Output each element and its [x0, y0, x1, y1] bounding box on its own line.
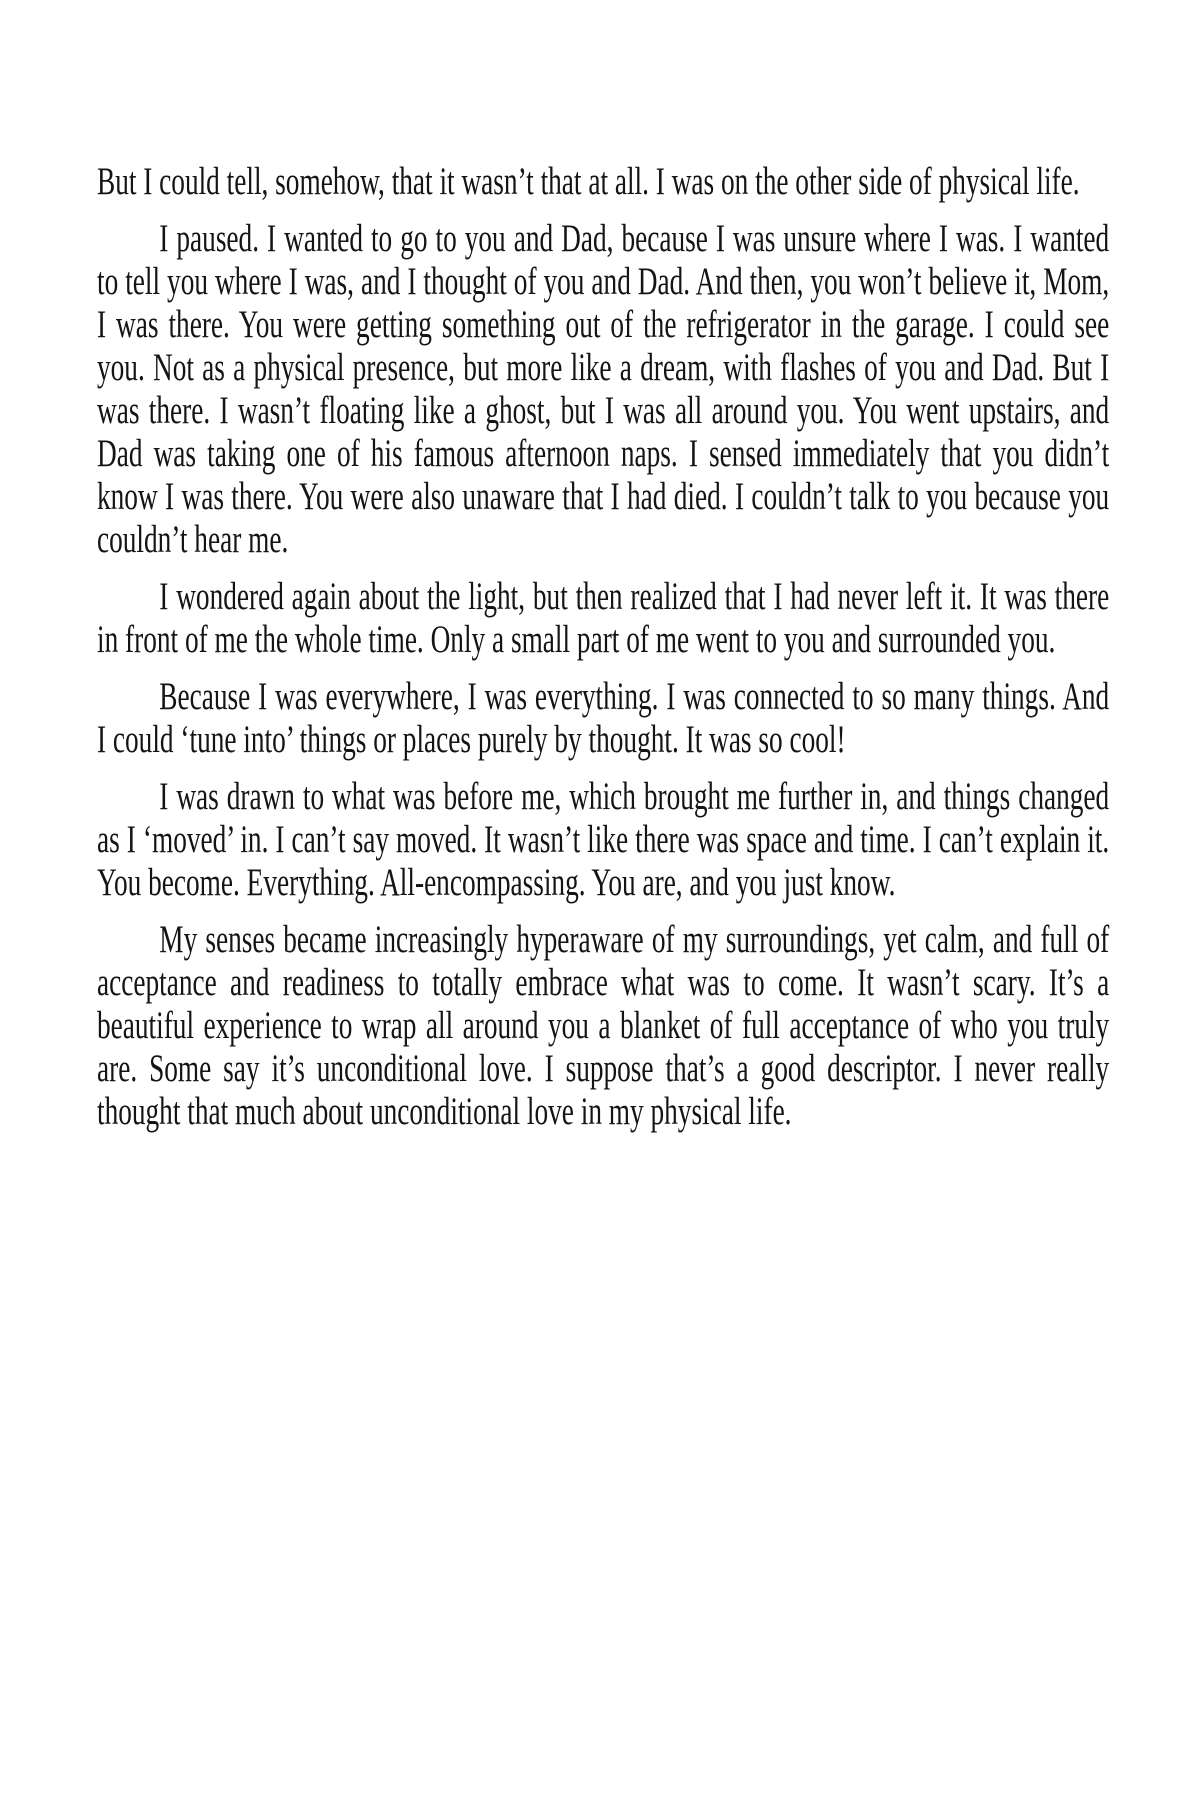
- page-text-block: [97, 160, 1109, 1147]
- paragraph-4: Because I was everywhere, I was everything. I was connected to so many things. And I could ‘tune into’ things or places purely by thought. It was so cool!: [97, 675, 1110, 761]
- paragraph-6: My senses became increasingly hyperaware of my surroundings, yet calm, and full of acceptance and readiness to totally embrace what was to come. It wasn’t scary. It’s a beautiful experience to wrap all around you a blanket of full acceptance of who you truly are. Some say it’s unconditional love. I suppose that’s a good descriptor. I never really thought that much about unconditional love in my physical life.: [97, 918, 1110, 1133]
- paragraph-2: I paused. I wanted to go to you and Dad, because I was unsure where I was. I wanted to tell you where I was, and I thought of you and Dad. And then, you won’t believe it, Mom, I was there. You were getting something out of the refrigerator in the garage. I could see you. Not as a physical presence, but more like a dream, with flashes of you and Dad. But I was there. I wasn’t floating like a ghost, but I was all around you. You went upstairs, and Dad was taking one of his famous afternoon naps. I sensed immediately that you didn’t know I was there. You were also unaware that I had died. I couldn’t talk to you because you couldn’t hear me.: [97, 217, 1110, 561]
- paragraph-1: But I could tell, somehow, that it wasn’t that at all. I was on the other side of physical life.: [97, 160, 1080, 203]
- paragraph-5: I was drawn to what was before me, which brought me further in, and things changed as I ‘moved’ in. I can’t say moved. It wasn’t like there was space and time. I can’t explain it. You become. Everything. All-encompassing. You are, and you just know.: [97, 775, 1110, 904]
- paragraph-3: I wondered again about the light, but then realized that I had never left it. It was there in front of me the whole time. Only a small part of me went to you and surrounded you.: [97, 575, 1110, 661]
